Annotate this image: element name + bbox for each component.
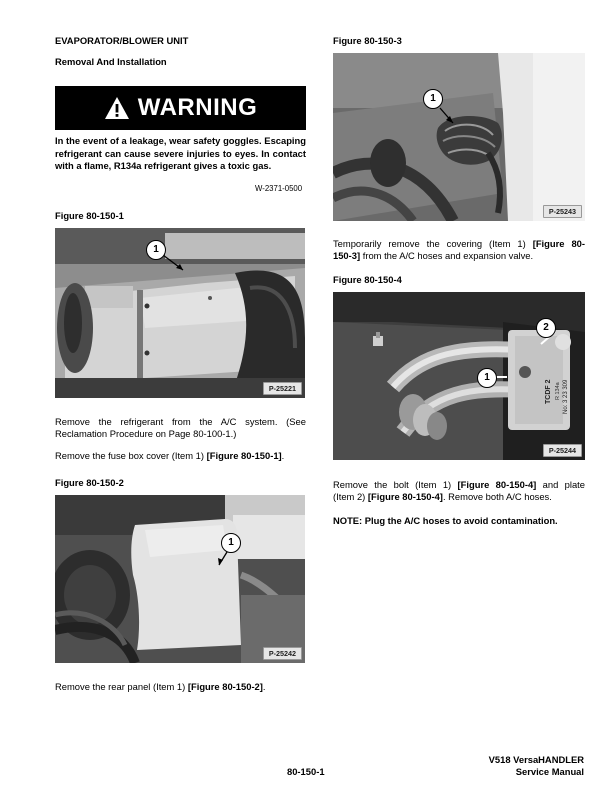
photo-number: P-25242 — [263, 647, 302, 660]
paragraph-2 — [55, 450, 284, 463]
paragraph-1-line-1: Remove the refrigerant from the A/C system. (See — [55, 416, 306, 427]
paragraph-4-line-1 — [333, 238, 585, 251]
paragraph-5-line-2 — [333, 491, 552, 504]
manual-title: V518 VersaHANDLER — [488, 754, 584, 765]
paragraph-4-text: Temporarily remove the covering (Item 1) — [333, 238, 533, 249]
figure-reference: [Figure 80-150-1] — [206, 450, 282, 461]
paragraph-3-end: . — [262, 681, 266, 692]
figure-photo-3 — [333, 53, 585, 221]
callout-1: 1 — [423, 89, 443, 109]
note: NOTE: Plug the A/C hoses to avoid contamination. — [333, 515, 558, 526]
warning-text: In the event of a leakage, wear safety goggles. Escaping refrigerant can cause severe injuries to eyes. In contact with a flame, R134a refrigerant gives a toxic gas. — [55, 135, 306, 171]
paragraph-2-end: . — [281, 450, 285, 461]
valve-label: TCDF 2 — [545, 379, 552, 404]
paragraph-5-text: (Item 2) — [333, 491, 368, 502]
warning-code: W-2371-0500 — [255, 184, 303, 193]
subsection-title: Removal And Installation — [55, 56, 167, 67]
figure-reference: 150-3] — [333, 250, 361, 261]
figure-label-2: Figure 80-150-2 — [55, 477, 124, 488]
callout-1: 1 — [477, 368, 497, 388]
figure-photo-1 — [55, 228, 305, 398]
figure-reference: [Figure 80-150-4] — [367, 491, 443, 502]
photo-number: P-25221 — [263, 382, 302, 395]
page-number: 80-150-1 — [287, 766, 325, 777]
callout-2: 2 — [536, 318, 556, 338]
callout-1: 1 — [221, 533, 241, 553]
figure-photo-4 — [333, 292, 585, 460]
paragraph-5-line-1 — [333, 479, 585, 492]
manual-subtitle: Service Manual — [515, 766, 584, 777]
valve-refrigerant-label: R 134a — [555, 382, 561, 400]
figure-label-3: Figure 80-150-3 — [333, 35, 402, 46]
figure-reference: [Figure 80-150-2] — [187, 681, 263, 692]
photo-number: P-25243 — [543, 205, 582, 218]
figure-label-1: Figure 80-150-1 — [55, 210, 124, 221]
figure-photo-2 — [55, 495, 305, 663]
paragraph-5-end: . Remove both A/C hoses. — [442, 491, 552, 502]
figure-reference: [Figure 80-150-4] — [457, 479, 537, 490]
paragraph-4-line-2 — [333, 250, 533, 263]
section-title: EVAPORATOR/BLOWER UNIT — [55, 35, 189, 46]
warning-banner — [55, 86, 306, 130]
paragraph-3-text: Remove the rear panel (Item 1) — [55, 681, 188, 692]
warning-label: WARNING — [137, 94, 258, 121]
callout-1: 1 — [146, 240, 166, 260]
paragraph-3 — [55, 681, 266, 694]
figure-label-4: Figure 80-150-4 — [333, 274, 402, 285]
figure-reference: [Figure 80- — [532, 238, 585, 249]
paragraph-2-text: Remove the fuse box cover (Item 1) — [55, 450, 207, 461]
warning-triangle-icon — [104, 96, 130, 120]
valve-serial-label: No: 3 23 309 — [563, 379, 569, 414]
paragraph-5-text: Remove the bolt (Item 1) — [333, 479, 458, 490]
paragraph-1-line-2: Reclamation Procedure on Page 80-100-1.) — [55, 428, 237, 439]
paragraph-4-end: from the A/C hoses and expansion valve. — [360, 250, 534, 261]
photo-number: P-25244 — [543, 444, 582, 457]
paragraph-5-text: and plate — [536, 479, 585, 490]
